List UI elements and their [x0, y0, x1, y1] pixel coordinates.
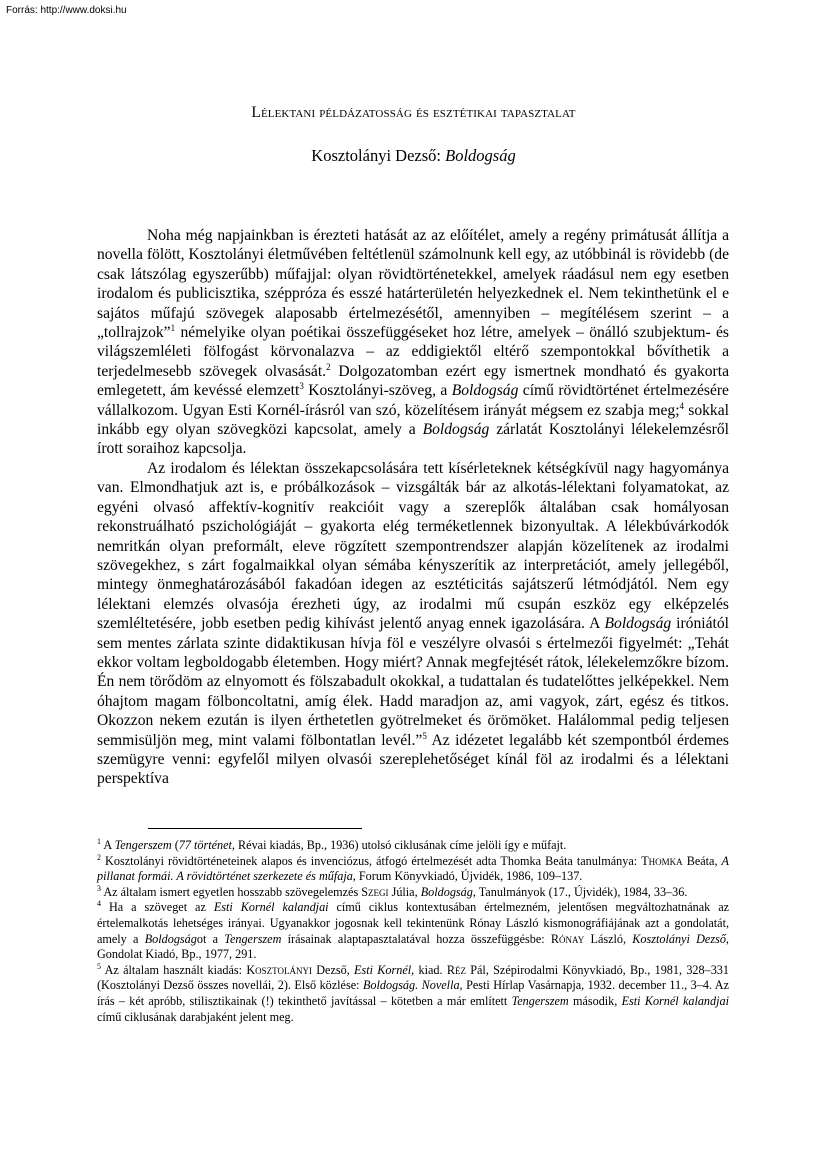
paragraph-1: Noha még napjainkban is érezteti hatását az az előítélet, amely a regény primátusát állítja a novella fölött, Kosztolányi életművében feltétlenül számolnunk kell egy, az utóbbinál is rövidebb (de csak látszólag egyszerűbb) műfajjal: olyan rövidtörténetekkel, amelyek ráadásul nem egy esetben irodalom és publicisztika, széppróza és esszé határterületén helyezkednek el. Nem tekinthetünk el e sajátos műfajú szövegek alaposabb értelmezésétől, amennyiben – megítélésem szerint – a „tollrajzok”$^1$ némelyike olyan poétikai összefüggéseket hoz létre, amelyek – önálló szubjektum- és világszemléleti fölfogást körvonalazva – az eddigiektől eltérő szempontokkal bővíthetik a terjedelmesebb szövegek olvasását.$^2$ Dolgozatomban ezért egy ismertnek mondható és gyakorta emlegetett, ám kevéssé elemzett$^3$ Kosztolányi-szöveg, a Boldogság című rövidtörténet értelmezésére vállalkozom. Ugyan Esti Kornél-írásról van szó, közelítésem irányát mégsem ez szabja meg;$^4$ sokkal inkább egy olyan szövegközi kapcsolat, amely a Boldogság zárlatát Kosztolányi lélekelemzésről írott soraihoz kapcsolja. — [97, 227, 729, 458]
work-title: Boldogság — [445, 146, 516, 165]
footnote-1: $^1$ A Tengerszem (77 történet, Révai kiadás, Bp., 1936) utolsó ciklusának címe jelöli így e műfajt. — [97, 837, 567, 852]
footnote-ref-3: 3 — [299, 381, 304, 392]
author-name: Kosztolányi Dezső: — [311, 146, 446, 165]
subtitle — [0, 146, 827, 166]
footnote-5: $^5$ Az általam használt kiadás: Kosztolányi Dezső, Esti Kornél, kiad. Réz Pál, Szépirodalmi Könyvkiadó, Bp., 1981, 328–331 (Kosztolányi Dezső összes novellái, 2). Első közlése: Boldogság. Novella, Pesti Hírlap Vasárnapja, 1932. december 11., 3–4. Az írás – két apróbb, stilisztikainak (!) tekinthető javítással – kötetben a már említett Tengerszem második, Esti Kornél kalandjai című ciklusának darabjaként jelent meg. — [97, 961, 730, 1024]
footnote-3: $^3$ Az általam ismert egyetlen hosszabb szövegelemzés Szegi Júlia, Boldogság, Tanulmányok (17., Újvidék), 1984, 33–36. — [97, 883, 688, 899]
footnote-4: $^4$ Ha a szöveget az Esti Kornél kalandjai című ciklus kontextusában értelmezném, jelentősen megváltozhatnának az értelemalkotás lehetséges irányai. Ugyanakkor jogosnak kell tekintenünk Rónay László kismonográfiájának azt a gondolatát, amely a Boldogságot a Tengerszem írásainak alaptapasztalatával hozza összefüggésbe: Rónay László, Kosztolányi Dezső, Gondolat Kiadó, Bp., 1977, 291. — [97, 899, 730, 962]
footnote-2: $^2$ Kosztolányi rövidtörténeteinek alapos és invenciózus, átfogó értelmezését adta Thomka Beáta tanulmánya: Thomka Beáta, A pillanat formái. A rövidtörténet szerkezete és műfaja, Forum Könyvkiadó, Újvidék, 1986, 109–137. — [97, 852, 729, 884]
page-title: Lélektani példázatosság és esztétikai tapasztalat — [251, 104, 576, 121]
body-text — [97, 226, 729, 789]
source-url: Forrás: http://www.doksi.hu — [6, 5, 127, 16]
footnotes — [97, 838, 729, 1025]
paragraph-2: Az irodalom és lélektan összekapcsolására tett kísérleteknek kétségkívül nagy hagyománya van. Elmondhatjuk azt is, e próbálkozások – vizsgálták bár az alkotás-lélektani folyamatokat, az egyéni olvasó affektív-kognitív reakcióit vagy a szereplők általában csak homályosan rekonstruálható pszichológiáját – gyakorta elég terméketlennek bizonyultak. A lélekbúvárkodók nemritkán olyan preformált, eleve rögzített szempontrendszer alapján közelítenek az irodalmi szövegekhez, s zárt fogalmaikkal olyan sémába kényszerítik az interpretációt, amely jellegéből, mintegy önmeghatározásából fakadóan idegen az esztéticitás sajátszerű létmódjától. Nem egy lélektani elemzés olvasója érezheti úgy, az irodalmi mű csupán eszköz egy elképzelés szemléltetésére, jobb esetben pedig kihívást jelentő anyag ennek igazolására. A Boldogság iróniától sem mentes zárlata szinte didaktikusan hívja föl e veszélyre olvasói s értelmezői figyelmét: „Tehát ekkor voltam legboldogabb életemben. Hogy miért? Annak megfejtését rátok, lélekelemzőkre bízom. Én nem törődöm az elnyomott és fölszabadult okokkal, a tudattalan és tudatelőttes jelképekkel. Nem óhajtom magam fölboncoltatni, amíg élek. Hadd maradjon az, ami vagyok, zárt, egész és titkos. Okozzon nekem ezután is ilyen érthetetlen gyötrelmeket és örömöket. Halálommal pedig teljesen semmisüljön meg, mint valami fölbontatlan levél.”$^5$ Az idézetet legalább két szempontból érdemes szemügyre venni: egyfelől milyen olvasói szereplehetőséget kínál föl az irodalmi és a lélektani perspektíva — [97, 459, 729, 788]
footnote-ref-2: 2 — [326, 361, 331, 372]
footnote-ref-1: 1 — [170, 323, 176, 334]
footnote-ref-4: 4 — [679, 400, 685, 411]
footnote-separator — [148, 828, 362, 829]
footnote-ref-5: 5 — [422, 730, 427, 741]
